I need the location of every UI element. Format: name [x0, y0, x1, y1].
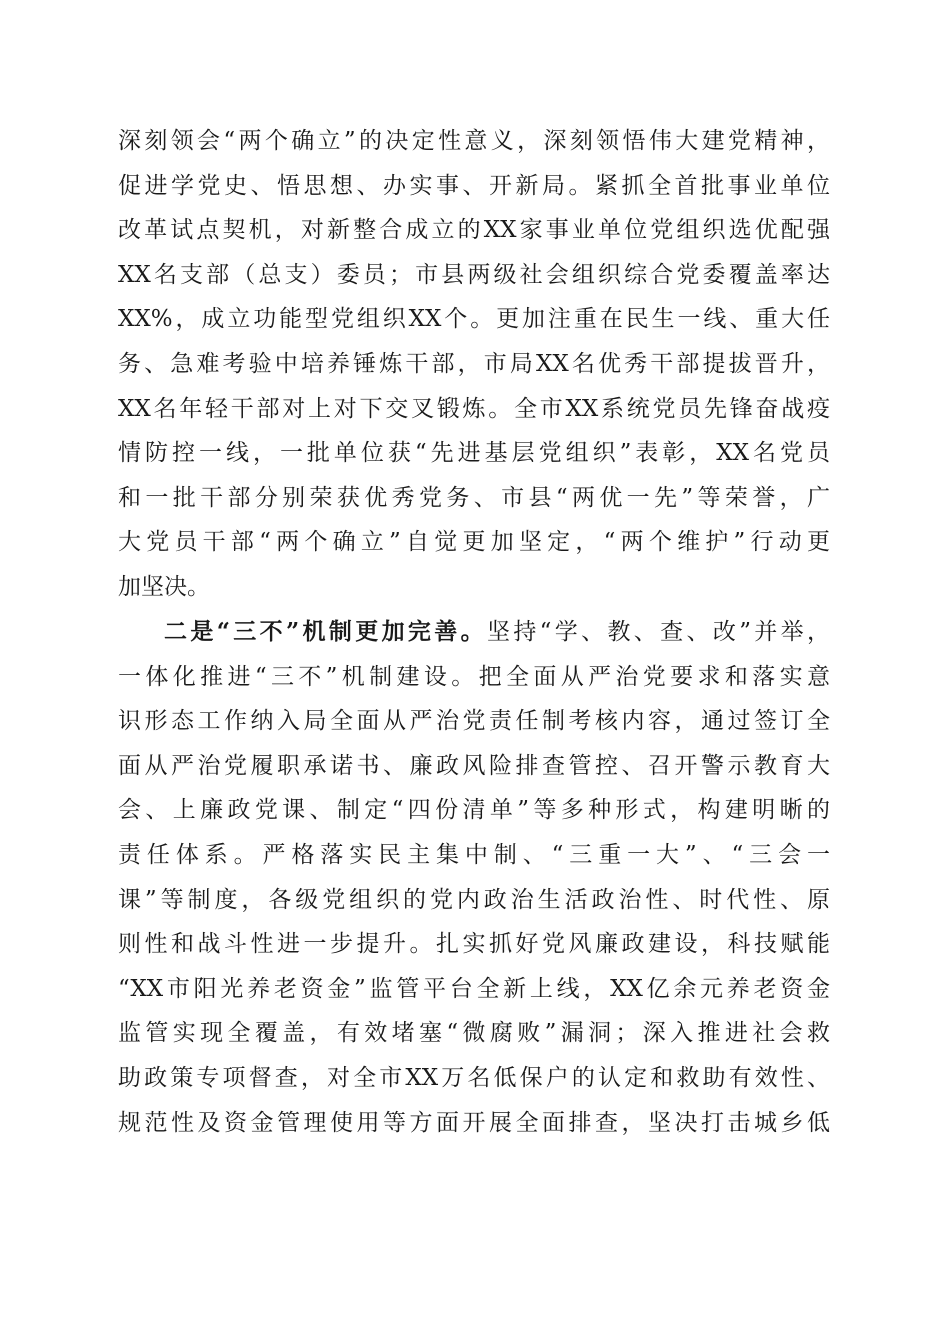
text-line: 大党员干部“两个确立”自觉更加坚定，“两个维护”行动更 — [118, 529, 830, 556]
text-line: XX%，成立功能型党组织XX个。更加注重在民生一线、重大任 — [118, 306, 830, 333]
paragraph-continued — [118, 119, 830, 610]
paragraph-first-line — [118, 610, 830, 655]
text-line: XX名支部（总支）委员；市县两级社会组织综合党委覆盖率达 — [118, 261, 830, 288]
text-line: 一体化推进“三不”机制建设。把全面从严治党要求和落实意 — [118, 663, 830, 690]
text-line: 课”等制度，各级党组织的党内政治生活政治性、时代性、原 — [118, 886, 830, 913]
text-line-rest: 坚持“学、教、查、改”并举， — [486, 619, 830, 645]
text-line: 会、上廉政党课、制定“四份清单”等多种形式，构建明晰的 — [118, 797, 830, 824]
text-line: 监管实现全覆盖，有效堵塞“微腐败”漏洞；深入推进社会救 — [118, 1020, 830, 1047]
paragraph-lead-heading: 二是“三不”机制更加完善。 — [164, 618, 487, 645]
text-line: 识形态工作纳入局全面从严治党责任制考核内容，通过签订全 — [118, 708, 830, 735]
text-line: 深刻领会“两个确立”的决定性意义，深刻领悟伟大建党精神， — [118, 128, 830, 154]
text-line: 务、急难考验中培养锤炼干部，市局XX名优秀干部提拔晋升， — [118, 350, 830, 377]
text-line: XX名年轻干部对上对下交叉锻炼。全市XX系统党员先锋奋战疫 — [118, 395, 830, 422]
text-line: 则性和战斗性进一步提升。扎实抓好党风廉政建设，科技赋能 — [118, 931, 830, 958]
text-line: 改革试点契机，对新整合成立的XX家事业单位党组织选优配强 — [118, 217, 830, 244]
text-line: 情防控一线，一批单位获“先进基层党组织”表彰，XX名党员 — [118, 440, 830, 467]
paragraph-three-no-mechanism — [118, 610, 830, 1145]
text-line: 加坚决。 — [118, 573, 210, 600]
text-line: 责任体系。严格落实民主集中制、“三重一大”、“三会一 — [118, 841, 830, 868]
text-line: 规范性及资金管理使用等方面开展全面排查，坚决打击城乡低 — [118, 1109, 830, 1136]
text-line: 和一批干部分别荣获优秀党务、市县“两优一先”等荣誉，广 — [118, 484, 830, 511]
text-line: 面从严治党履职承诺书、廉政风险排查管控、召开警示教育大 — [118, 752, 830, 779]
text-line: 助政策专项督查，对全市XX万名低保户的认定和救助有效性、 — [118, 1064, 830, 1091]
text-line: 促进学党史、悟思想、办实事、开新局。紧抓全首批事业单位 — [118, 172, 830, 199]
text-line: “XX市阳光养老资金”监管平台全新上线，XX亿余元养老资金 — [118, 975, 830, 1002]
